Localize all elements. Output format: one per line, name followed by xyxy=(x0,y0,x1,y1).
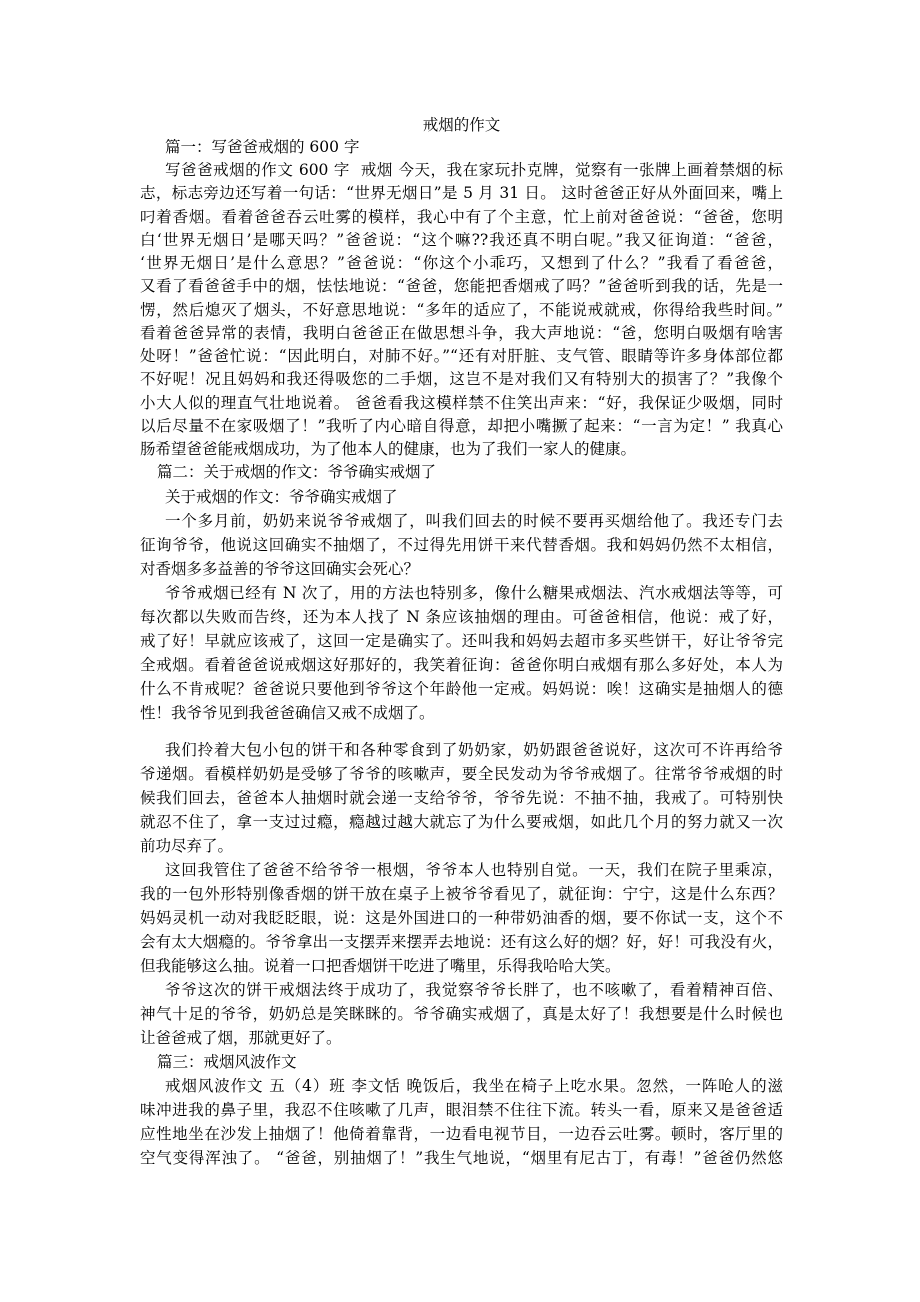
text-line: 处呀！”爸爸忙说：“因此明白，对肺不好。”“还有对肝脏、支气管、眼睛等许多身体部位都 xyxy=(140,347,783,365)
text-line: 候我们回去，爸爸本人抽烟时就会递一支给爷爷，爷爷先说：不抽不抽，我戒了。可特别快 xyxy=(140,788,783,807)
text-line: 前功尽弃了。 xyxy=(140,836,234,855)
text-line: 这回我管住了爸爸不给爷爷一根烟，爷爷本人也特别自觉。一天，我们在院子里乘凉， xyxy=(165,860,783,879)
text-line: 一个多月前，奶奶来说爷爷戒烟了，叫我们回去的时候不要再买烟给他了。我还专门去 xyxy=(165,511,783,530)
section-1 xyxy=(140,136,783,461)
text-line: 写爸爸戒烟的作文 600 字 戒烟 今天，我在家玩扑克牌，觉察有一张牌上画着禁烟的标 xyxy=(165,161,783,179)
text-line: 又看了看爸爸手中的烟，怯怯地说：“爸爸，您能把香烟戒了吗？”爸爸听到我的话，先是一 xyxy=(140,277,783,296)
text-line: 征询爷爷，他说这回确实不抽烟了，不过得先用饼干来代替香烟。我和妈妈仍然不太相信， xyxy=(140,535,783,554)
text-line: 爷爷戒烟已经有 N 次了，用的方法也特别多，像什么糖果戒烟法、汽水戒烟法等等，可 xyxy=(165,583,783,602)
text-line: 我的一包外形特别像香烟的饼干放在桌子上被爷爷看见了，就征询：宁宁，这是什么东西？ xyxy=(140,884,783,903)
section-2 xyxy=(140,461,783,1050)
paragraph xyxy=(140,978,783,1050)
text-line: 肠希望爸爸能戒烟成功，为了他本人的健康，也为了我们一家人的健康。 xyxy=(140,440,637,458)
text-line: ‘世界无烟日’是什么意思？”爸爸说：“你这个小乖巧，又想到了什么？”我看了看爸爸， xyxy=(140,254,783,272)
section-heading: 篇一：写爸爸戒烟的 600 字 xyxy=(165,138,360,156)
text-line: 白‘世界无烟日’是哪天吗？”爸爸说：“这个嘛??我还真不明白呢。”我又征询道：“爸爸， xyxy=(140,230,783,249)
text-line: 戒了好！早就应该戒了，这回一定是确实了。还叫我和妈妈去超市多买些饼干，好让爷爷完 xyxy=(140,631,783,650)
text-line: 就忍不住了，拿一支过过瘾，瘾越过越大就忘了为什么要戒烟，如此几个月的努力就又一次 xyxy=(140,812,783,831)
paragraph xyxy=(140,738,783,858)
text-line: 叼着香烟。看着爸爸吞云吐雾的模样，我心中有了个主意，忙上前对爸爸说：“爸爸，您明 xyxy=(140,207,783,226)
text-line: 以后尽量不在家吸烟了！”我听了内心暗自得意，却把小嘴撅了起来：“一言为定！” 我真心 xyxy=(140,416,783,435)
document-title: 戒烟的作文 xyxy=(422,116,501,134)
text-line: 爷递烟。看模样奶奶是受够了爷爷的咳嗽声，要全民发动为爷爷戒烟了。往常爷爷戒烟的时 xyxy=(140,764,783,783)
text-line: 志，标志旁边还写着一句话：“世界无烟日”是 5 月 31 日。 这时爸爸正好从外面回来，嘴上 xyxy=(140,184,783,203)
text-line: 每次都以失败而告终，还为本人找了 N 条应该抽烟的理由。可爸爸相信，他说：戒了好， xyxy=(140,607,783,626)
section-3 xyxy=(140,1050,783,1170)
document-page xyxy=(140,114,783,1170)
paragraph xyxy=(140,159,783,461)
text-line: 关于戒烟的作文：爷爷确实戒烟了 xyxy=(165,487,398,506)
section-heading: 篇二：关于戒烟的作文：爷爷确实戒烟了 xyxy=(157,463,437,482)
text-line: 看着爸爸异常的表情，我明白爸爸正在做思想斗争，我大声地说：“爸，您明白吸烟有啥害 xyxy=(140,323,783,342)
text-line: 什么不肯戒呢？爸爸说只要他到爷爷这个年龄他一定戒。妈妈说：唉！这确实是抽烟人的德 xyxy=(140,679,783,698)
text-line: 应性地坐在沙发上抽烟了！他倚着靠背，一边看电视节目，一边吞云吐雾。顿时，客厅里的 xyxy=(140,1124,783,1143)
text-line: 我们拎着大包小包的饼干和各种零食到了奶奶家，奶奶跟爸爸说好，这次可不许再给爷 xyxy=(165,740,783,759)
text-line: 性！我爷爷见到我爸爸确信又戒不成烟了。 xyxy=(140,703,435,722)
text-line: 愣，然后熄灭了烟头，不好意思地说：“多年的适应了，不能说戒就戒，你得给我些时间。” xyxy=(140,300,783,319)
text-line: 空气变得浑浊了。 “爸爸，别抽烟了！”我生气地说，“烟里有尼古丁，有毒！”爸爸仍然悠 xyxy=(140,1148,783,1167)
text-line: 但我能够这么抽。说着一口把香烟饼干吃进了嘴里，乐得我哈哈大笑。 xyxy=(140,956,621,975)
text-line: 让爸爸戒了烟，那就更好了。 xyxy=(140,1028,342,1047)
text-line: 小大人似的理直气壮地说着。 爸爸看我这模样禁不住笑出声来：“好，我保证少吸烟，同时 xyxy=(140,393,783,412)
text-line: 味冲进我的鼻子里，我忍不住咳嗽了几声，眼泪禁不住往下流。转头一看，原来又是爸爸适 xyxy=(140,1100,783,1119)
text-line: 会有太大烟瘾的。爷爷拿出一支摆弄来摆弄去地说：还有这么好的烟？好，好！可我没有火， xyxy=(140,932,783,951)
paragraph xyxy=(140,1074,783,1170)
text-line: 全戒烟。看着爸爸说戒烟这好那好的，我笑着征询：爸爸你明白戒烟有那么多好处，本人为 xyxy=(140,655,783,674)
paragraph xyxy=(140,858,783,978)
text-line: 对香烟多多益善的爷爷这回确实会死心？ xyxy=(140,559,420,578)
text-line: 妈妈灵机一动对我眨眨眼，说：这是外国进口的一种带奶油香的烟，要不你试一支，这个不 xyxy=(140,908,783,927)
document-body xyxy=(140,136,783,1170)
text-line: 爷爷这次的饼干戒烟法终于成功了，我觉察爷爷长胖了，也不咳嗽了，看着精神百倍、 xyxy=(165,980,783,999)
text-line: 戒烟风波作文 五（4）班 李文恬 晚饭后，我坐在椅子上吃水果。忽然，一阵呛人的滋 xyxy=(165,1076,783,1095)
text-line: 不好呢！况且妈妈和我还得吸您的二手烟，这岂不是对我们又有特别大的损害了？”我像个 xyxy=(140,370,783,389)
paragraph xyxy=(140,509,783,581)
paragraph xyxy=(140,581,783,725)
section-heading: 篇三：戒烟风波作文 xyxy=(157,1052,297,1071)
paragraph xyxy=(140,485,783,509)
text-line: 神气十足的爷爷，奶奶总是笑眯眯的。爷爷确实戒烟了，真是太好了！我想要是什么时候也 xyxy=(140,1004,783,1023)
